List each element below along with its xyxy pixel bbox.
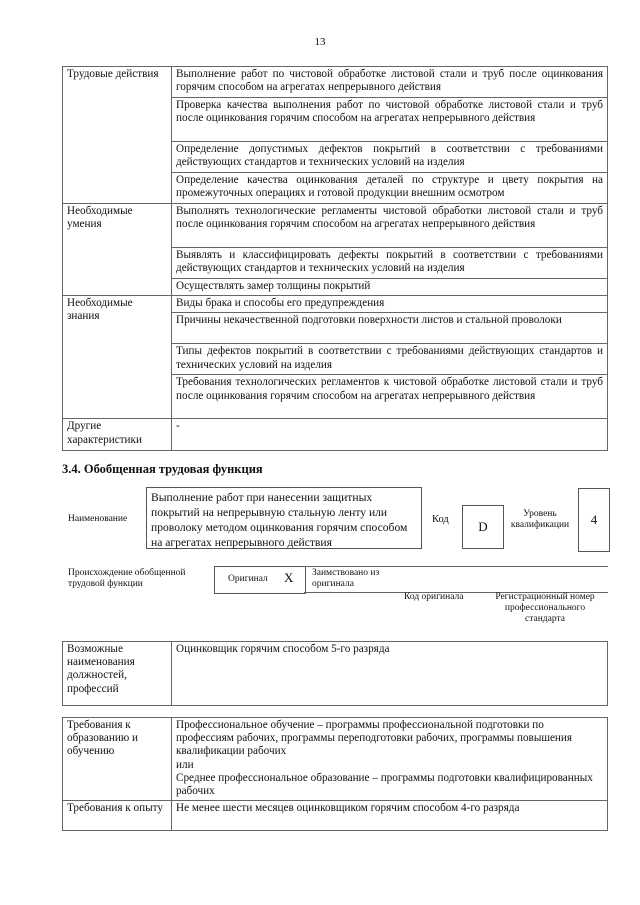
reg-number-label: Регистрационный номер профессионального стандарта	[495, 592, 595, 624]
table-cell	[172, 718, 608, 801]
level-value: 4	[578, 488, 610, 552]
requirements-table	[62, 717, 608, 831]
divider	[304, 566, 608, 567]
origin-label: Происхождение обобщенной трудовой функции	[68, 568, 186, 589]
row-label-skills: Необходимые умения	[63, 204, 172, 296]
table-cell: Определение качества оцинкования деталей по структуре и цвету покрытия на промежуточных операциях и готовой продукции внешним осмотром	[172, 173, 608, 204]
section-title: 3.4. Обобщенная трудовая функция	[62, 462, 263, 476]
row-label-labor-actions: Трудовые действия	[63, 67, 172, 204]
education-line: Профессиональное обучение – программы профессиональной подготовки по профессиям рабочих, программы переподготовки рабочих, программы повышения квалификации рабочих	[176, 719, 573, 758]
original-mark: X	[284, 570, 294, 585]
table-cell: Определение допустимых дефектов покрытий в соответствии с требованиями действующих стандартов и технических условий на изделия	[172, 142, 608, 173]
table-cell: Не менее шести месяцев оцинковщиком горячим способом 4-го разряда	[172, 801, 608, 831]
table-cell: Виды брака и способы его предупреждения	[172, 296, 608, 313]
original-label: Оригинал	[228, 574, 268, 584]
level-label: Уровень квалификации	[510, 509, 570, 530]
table-cell: Выявлять и классифицировать дефекты покрытий в соответствии с требованиями действующих стандартов и технических условий на изделия	[172, 248, 608, 279]
row-label-positions: Возможные наименования должностей, профессий	[63, 642, 172, 706]
row-label-experience: Требования к опыту	[63, 801, 172, 831]
positions-table	[62, 641, 608, 706]
education-line: Среднее профессиональное образование – программы подготовки квалифицированных рабочих	[176, 771, 593, 798]
code-label: Код	[432, 514, 449, 525]
row-label-other: Другие характеристики	[63, 419, 172, 451]
table-cell: Оцинковщик горячим способом 5-го разряда	[172, 642, 608, 706]
table-cell: Проверка качества выполнения работ по чистовой обработке листовой стали и труб после оцинкования горячим способом на агрегатах непрерывного действия	[172, 98, 608, 142]
table-cell: Типы дефектов покрытий в соответствии с требованиями действующих стандартов и технических условий на изделия	[172, 344, 608, 375]
education-line: или	[176, 758, 194, 771]
row-label-education: Требования к образованию и обучению	[63, 718, 172, 801]
table-cell: Осуществлять замер толщины покрытий	[172, 279, 608, 296]
code-value: D	[462, 505, 504, 549]
table-cell: Требования технологических регламентов к чистовой обработке листовой стали и труб после оцинкования горячим способом на агрегатах непрерывного действия	[172, 375, 608, 419]
row-label-knowledge: Необходимые знания	[63, 296, 172, 419]
table-cell: Выполнять технологические регламенты чистовой обработки листовой стали и труб после оцинкования горячим способом на агрегатах непрерывного действия	[172, 204, 608, 248]
function-name-value: Выполнение работ при нанесении защитных покрытий на непрерывную стальную ленту или проволоку методом оцинкования горячим способом на агрегатах непрерывного действия	[146, 487, 422, 549]
labor-functions-table	[62, 66, 608, 451]
borrowed-label: Заимствовано из оригинала	[312, 568, 380, 589]
page-number: 13	[314, 36, 326, 48]
code-original-label: Код оригинала	[404, 592, 464, 602]
name-label: Наименование	[68, 514, 128, 524]
table-cell: Причины некачественной подготовки поверхности листов и стальной проволоки	[172, 313, 608, 344]
table-cell: Выполнение работ по чистовой обработке листовой стали и труб после оцинкования горячим способом на агрегатах непрерывного действия	[172, 67, 608, 98]
table-cell: -	[172, 419, 608, 451]
